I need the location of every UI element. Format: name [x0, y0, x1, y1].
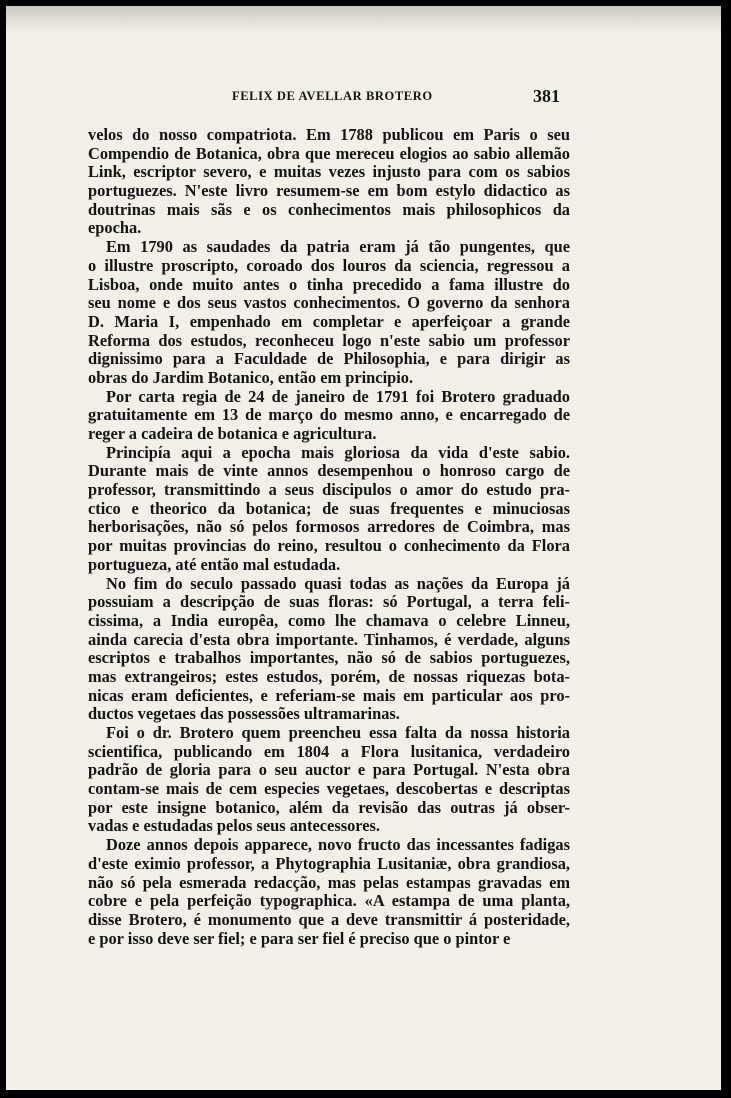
paragraph: [88, 388, 570, 444]
text-line: escriptos e trabalhos importantes, não só de sabios portuguezes,: [88, 648, 570, 668]
text-line: nicas eram deficientes, e referiam-se mais em particular aos pro-: [88, 685, 570, 705]
text-line: reger a cadeira de botanica e agricultura.: [88, 424, 377, 443]
text-line: epocha.: [88, 218, 142, 238]
text-line: portuguezes. N'este livro resumem-se em bom estylo didactico as: [88, 181, 570, 201]
text-line: portugueza, até então mal estudada.: [88, 554, 341, 574]
book-page: [6, 6, 721, 1090]
text-line: Em 1790 as saudades da patria eram já tão pungentes, que: [106, 237, 570, 257]
running-title: FELIX DE AVELLAR BROTERO: [232, 89, 433, 103]
text-line: Reforma dos estudos, reconheceu logo n'este sabio um professor: [88, 330, 570, 350]
text-line: cissima, a India europêa, como lhe chamava o celebre Linneu,: [88, 610, 570, 630]
text-line: velos do nosso compatriota. Em 1788 publicou em Paris o seu: [88, 125, 570, 144]
text-line: padrão de gloria para o seu auctor e para Portugal. N'esta obra: [88, 760, 570, 780]
text-line: No fim do seculo passado quasi todas as nações da Europa já: [106, 573, 570, 593]
text-line: d'este eximio professor, a Phytographia Lusitaniæ, obra grandiosa,: [88, 853, 570, 873]
text-line: disse Brotero, é monumento que a deve transmittir á posteridade,: [88, 909, 570, 929]
text-line: gratuitamente em 13 de março do mesmo anno, e encarregado de: [88, 405, 570, 425]
text-line: o illustre proscripto, coroado dos louros da sciencia, regressou a: [88, 255, 570, 275]
text-line: Lisboa, onde muito antes o tinha precedido a fama illustre do: [88, 274, 570, 294]
scan-shadow: [6, 6, 721, 32]
text-line: Foi o dr. Brotero quem preencheu essa falta da nossa historia: [106, 723, 570, 742]
text-line: possuiam a descripção de suas floras: só Portugal, a terra feli-: [88, 592, 570, 612]
text-line: ctico e theorico da botanica; de suas frequentes e minuciosas: [88, 498, 570, 518]
page-number: 381: [533, 86, 560, 106]
text-line: seu nome e dos seus vastos conhecimentos. O governo da senhora: [88, 293, 570, 313]
paragraph: [88, 126, 570, 238]
text-line: e por isso deve ser fiel; e para ser fiel é preciso que o pintor e: [88, 928, 511, 948]
body-text: [88, 126, 570, 948]
paragraph: [88, 575, 570, 725]
paragraph: [88, 836, 570, 948]
text-line: Durante mais de vinte annos desempenhou o honroso cargo de: [88, 461, 570, 481]
text-line: Principía aqui a epocha mais gloriosa da vida d'este sabio.: [106, 442, 570, 462]
text-line: vadas e estudadas pelos seus antecessores.: [88, 816, 381, 836]
text-line: ductos vegetaes das possessões ultramarinas.: [88, 704, 400, 724]
text-line: D. Maria I, empenhado em completar e aperfeiçoar a grande: [88, 311, 570, 331]
text-line: herborisações, não só pelos formosos arredores de Coimbra, mas: [88, 517, 570, 537]
text-line: scientifica, publicando em 1804 a Flora lusitanica, verdadeiro: [88, 741, 570, 761]
paragraph: [88, 724, 570, 836]
text-line: Link, escriptor severo, e muitas vezes injusto para com os sabios: [88, 162, 570, 182]
text-line: cobre e pela perfeição typographica. «A estampa de uma planta,: [88, 891, 570, 911]
text-line: por muitas provincias do reino, resultou o conhecimento da Flora: [88, 536, 570, 556]
text-line: contam-se mais de cem especies vegetaes, descobertas e descriptas: [88, 779, 570, 799]
text-line: por este insigne botanico, além da revisão das outras já obser-: [88, 797, 570, 817]
text-line: ainda carecia d'esta obra importante. Tinhamos, é verdade, alguns: [88, 629, 570, 649]
text-line: dignissimo para a Faculdade de Philosophia, e para dirigir as: [88, 349, 570, 369]
text-line: não só pela esmerada redacção, mas pelas estampas gravadas em: [88, 872, 570, 892]
text-line: Doze annos depois apparece, novo fructo das incessantes fadigas: [106, 835, 570, 855]
text-line: Compendio de Botanica, obra que mereceu elogios ao sabio allemão: [88, 143, 570, 163]
text-line: obras do Jardim Botanico, então em principio.: [88, 367, 414, 387]
text-line: mas extrangeiros; estes estudos, porém, de nossas riquezas bota-: [88, 666, 570, 686]
text-line: professor, transmittindo a seus discipulos o amor do estudo pra-: [88, 480, 570, 500]
text-line: Por carta regia de 24 de janeiro de 1791 foi Brotero graduado: [106, 386, 570, 406]
page-header: [6, 86, 721, 106]
text-line: doutrinas mais sãs e os conhecimentos mais philosophicos da: [88, 199, 570, 219]
paragraph: [88, 238, 570, 388]
paragraph: [88, 444, 570, 575]
